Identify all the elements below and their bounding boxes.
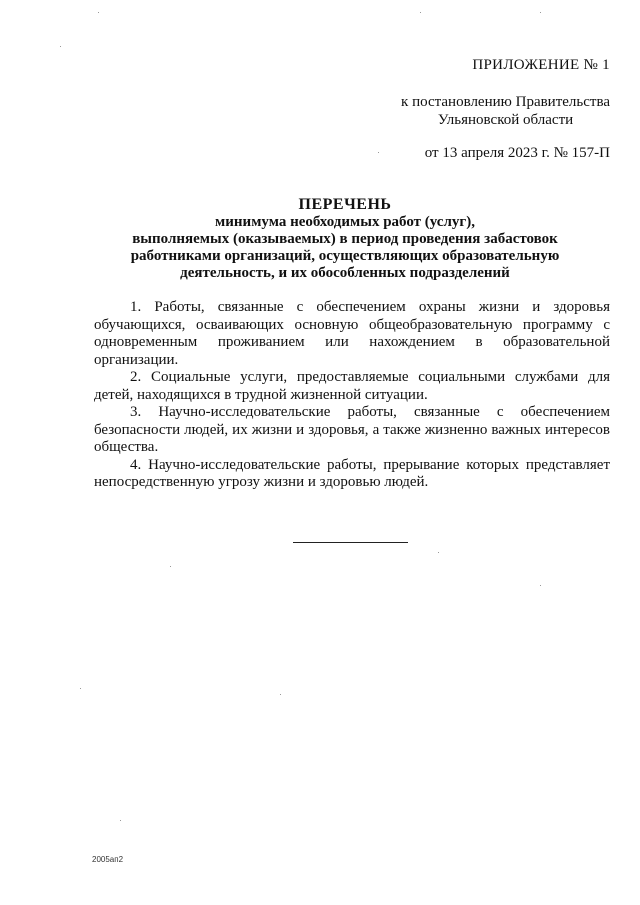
scan-speck <box>438 552 439 553</box>
scan-speck <box>170 566 171 567</box>
scan-speck <box>540 12 541 13</box>
scan-speck <box>420 12 421 13</box>
list-item-1: 1. Работы, связанные с обеспечением охраны жизни и здоровья обучающихся, осваивающих основную общеобразовательную программу с одновременным проживанием или нахождением в образовательной организации. <box>94 299 610 368</box>
decree-line-1: к постановлению Правительства <box>401 94 610 110</box>
title-line-2: выполняемых (оказываемых) в период проведения забастовок <box>132 231 558 247</box>
list-item-3: 3. Научно-исследовательские работы, связанные с обеспечением безопасности людей, их жизни и здоровья, а также жизненно важных интересов общества. <box>94 404 610 455</box>
title-line-4: деятельность, и их обособленных подразделений <box>180 265 510 281</box>
end-separator-line <box>293 542 408 543</box>
scan-speck <box>120 820 121 821</box>
scan-speck <box>280 694 281 695</box>
list-item-2: 2. Социальные услуги, предоставляемые социальными службами для детей, находящихся в трудной жизненной ситуации. <box>94 369 610 403</box>
decree-reference <box>401 93 610 129</box>
scan-speck <box>80 688 81 689</box>
footer-code: 2005ап2 <box>92 855 124 864</box>
decree-line-2: Ульяновской области <box>437 112 574 128</box>
scan-speck <box>98 12 99 13</box>
document-body <box>94 299 610 492</box>
list-item-4: 4. Научно-исследовательские работы, прерывание которых представляет непосредственную угрозу жизни и здоровью людей. <box>94 456 610 490</box>
appendix-number: ПРИЛОЖЕНИЕ № 1 <box>472 57 610 73</box>
scan-speck <box>378 152 379 153</box>
title-main: ПЕРЕЧЕНЬ <box>298 196 392 213</box>
scan-speck <box>540 585 541 586</box>
decree-date: от 13 апреля 2023 г. № 157-П <box>424 145 610 161</box>
document-title <box>100 196 590 282</box>
title-line-3: работниками организаций, осуществляющих образовательную <box>130 248 560 264</box>
title-line-1: минимума необходимых работ (услуг), <box>215 214 475 230</box>
scan-speck <box>60 46 61 47</box>
